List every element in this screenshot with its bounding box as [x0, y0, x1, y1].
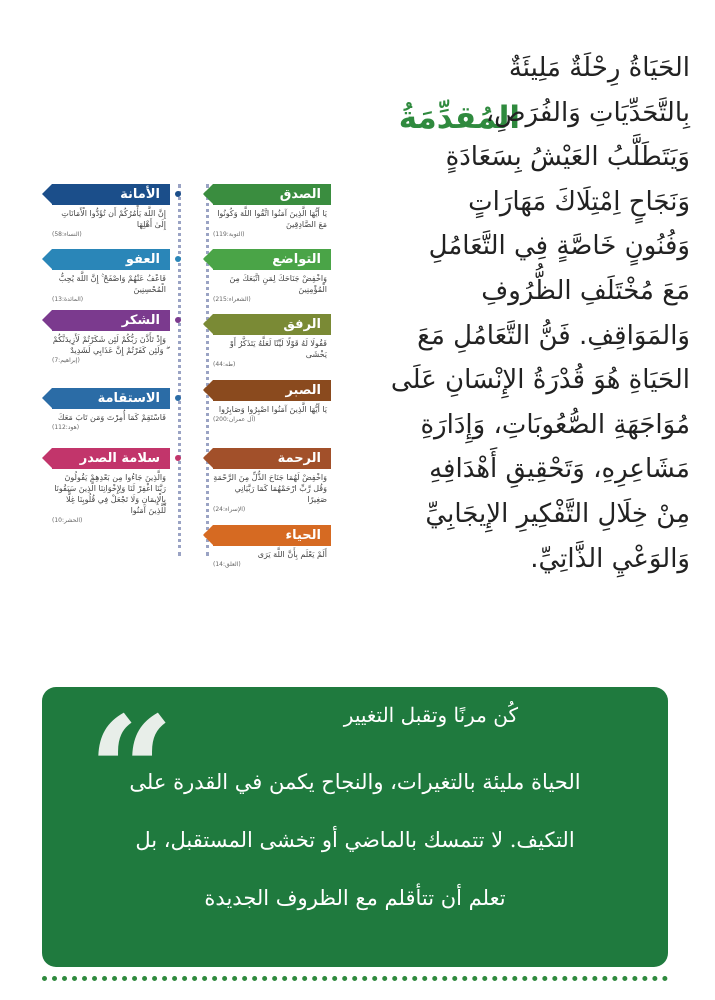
right-column-divider — [206, 184, 209, 556]
value-reference: (إبراهيم:7) — [52, 357, 80, 364]
value-verse: يَا أَيُّهَا الَّذِينَ آمَنُوا اتَّقُوا اللَّهَ وَكُونُوا مَعَ الصَّادِقِينَ — [217, 209, 327, 229]
intro-line: وَنَجَاحٍ اِمْتِلَاكَ مَهَارَاتٍ — [468, 186, 690, 217]
value-reference: (طه:44) — [213, 361, 236, 368]
value-card — [213, 448, 331, 513]
bullet-dot-icon — [204, 191, 210, 197]
value-verse: وَإِذْ تَأَذَّنَ رَبُّكُمْ لَئِن شَكَرْتُمْ لَأَزِيدَنَّكُمْ ۖ وَلَئِن كَفَرْتُمْ إِنَّ عَذَابِي لَشَدِيدٌ — [52, 335, 166, 355]
value-verse: إِنَّ اللَّهَ يَأْمُرُكُمْ أَن تُؤَدُّوا الْأَمَانَاتِ إِلَىٰ أَهْلِهَا — [61, 209, 166, 229]
value-verse: فَاسْتَقِمْ كَمَا أُمِرْتَ وَمَن تَابَ مَعَكَ — [57, 413, 166, 422]
quote-body — [70, 753, 640, 927]
value-reference: (العلق:14) — [213, 561, 241, 568]
bullet-dot-icon — [175, 455, 181, 461]
value-reference: (التوبة:119) — [213, 231, 245, 238]
bullet-dot-icon — [204, 455, 210, 461]
value-tag: الشكر — [52, 310, 170, 331]
value-reference: (المائدة:13) — [52, 296, 84, 303]
quote-heading: كُن مرنًا وتقبل التغيير — [343, 703, 518, 727]
value-tag: الصدق — [213, 184, 331, 205]
value-verse: وَاخْفِضْ لَهُمَا جَنَاحَ الذُّلِّ مِنَ الرَّحْمَةِ وَقُل رَّبِّ ارْحَمْهُمَا كَمَا رَبَّيَانِي صَغِيرًا — [213, 473, 327, 504]
value-tag: الحياء — [213, 525, 331, 546]
intro-line: الحَيَاةُ رِحْلَةٌ مَلِيئَةٌ — [508, 53, 690, 83]
value-card — [52, 249, 170, 303]
intro-line: وَالمَوَاقِفِ. فَنُّ التَّعَامُلِ مَعَ — [417, 320, 690, 351]
bullet-dot-icon — [175, 395, 181, 401]
intro-line: مَعَ مُخْتَلَفِ الظُّرُوفِ — [481, 275, 690, 306]
value-reference: (الشعراء:215) — [213, 296, 251, 303]
quote-line: التكيف. لا تتمسك بالماضي أو تخشى المستقبل، بل — [135, 828, 575, 852]
value-reference: (آل عمران:200) — [213, 416, 256, 423]
value-reference: (الحشر:10) — [52, 517, 83, 524]
value-tag: الرحمة — [213, 448, 331, 469]
bottom-dotted-divider — [42, 976, 668, 981]
value-card — [213, 314, 331, 368]
intro-line: مَشَاعِرِهِ، وَتَحْقِيقِ أَهْدَافِهِ — [429, 454, 690, 485]
intro-line: بِالتَّحَدِّيَاتِ وَالفُرَصِ، — [485, 97, 690, 128]
value-verse: فَقُولَا لَهُ قَوْلًا لَيِّنًا لَعَلَّهُ يَتَذَكَّرُ أَوْ يَخْشَى — [229, 339, 327, 359]
intro-line: وَيَتَطَلَّبُ العَيْشُ بِسَعَادَةٍ — [445, 142, 690, 173]
quote-box — [42, 684, 668, 967]
value-card — [213, 380, 331, 423]
intro-line: وَالوَعْيِ الذَّاتِيِّ. — [530, 543, 690, 574]
bullet-dot-icon — [204, 387, 210, 393]
value-card — [52, 448, 170, 524]
value-tag: العفو — [52, 249, 170, 270]
value-card — [213, 525, 331, 568]
value-card — [52, 310, 170, 364]
value-reference: (هود:112) — [52, 424, 80, 431]
intro-line: وَفُنُونٍ خَاصَّةٍ فِي التَّعَامُلِ — [428, 231, 690, 262]
bullet-dot-icon — [175, 191, 181, 197]
intro-line: مُوَاجَهَةِ الصُّعُوبَاتِ، وَإِدَارَةِ — [420, 409, 690, 440]
value-tag: الرفق — [213, 314, 331, 335]
value-tag: الأمانة — [52, 184, 170, 205]
quote-line: تعلم أن تتأقلم مع الظروف الجديدة — [204, 886, 506, 910]
value-verse: وَاخْفِضْ جَنَاحَكَ لِمَنِ اتَّبَعَكَ مِنَ الْمُؤْمِنِينَ — [229, 274, 327, 294]
bullet-dot-icon — [204, 532, 210, 538]
value-reference: (النساء:58) — [52, 231, 82, 238]
value-card — [52, 184, 170, 238]
value-card — [52, 388, 170, 431]
left-column-divider — [178, 184, 181, 556]
bullet-dot-icon — [175, 256, 181, 262]
value-card — [213, 249, 331, 303]
quote-mark-icon: “ — [88, 684, 175, 860]
bullet-dot-icon — [175, 317, 181, 323]
intro-line: مِنْ خِلَالِ التَّفْكِيرِ الإِيجَابِيِّ — [425, 498, 690, 529]
value-tag: الصبر — [213, 380, 331, 401]
value-verse: فَاعْفُ عَنْهُمْ وَاصْفَحْ ۚ إِنَّ اللَّهَ يُحِبُّ الْمُحْسِنِينَ — [58, 274, 166, 294]
page-title: المُقدِّمَةُ — [398, 100, 520, 136]
bullet-dot-icon — [204, 256, 210, 262]
value-reference: (الإسراء:24) — [213, 506, 246, 513]
bullet-dot-icon — [204, 321, 210, 327]
quote-line: الحياة مليئة بالتغيرات، والنجاح يكمن في القدرة على — [129, 770, 581, 794]
value-tag: التواضع — [213, 249, 331, 270]
value-tag: سلامة الصدر — [52, 448, 170, 469]
value-tag: الاستقامة — [52, 388, 170, 409]
intro-line: الحَيَاةِ هُوَ قُدْرَةُ الإِنْسَانِ عَلَى — [390, 365, 690, 396]
intro-paragraph — [330, 46, 690, 581]
value-verse: يَا أَيُّهَا الَّذِينَ آمَنُوا اصْبِرُوا وَصَابِرُوا — [218, 405, 327, 414]
value-verse: وَالَّذِينَ جَاءُوا مِن بَعْدِهِمْ يَقُولُونَ رَبَّنَا اغْفِرْ لَنَا وَلِإِخْوَانِنَا الَّذِينَ سَبَقُونَا بِالْإِيمَانِ وَلَا تَجْعَلْ فِي قُلُوبِنَا غِلًّا لِّلَّذِينَ آمَنُوا — [54, 473, 166, 515]
value-verse: أَلَمْ يَعْلَم بِأَنَّ اللَّهَ يَرَى — [257, 550, 327, 559]
value-card — [213, 184, 331, 238]
